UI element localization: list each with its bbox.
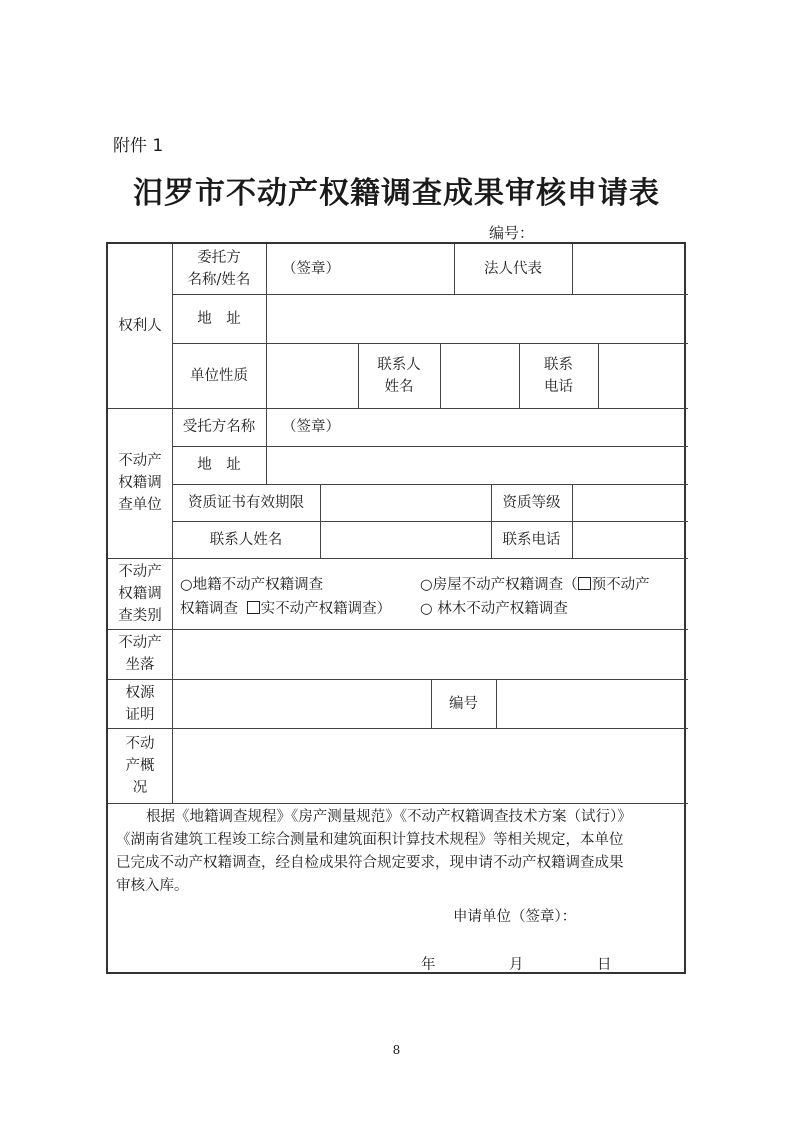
entrust-label-line1: 委托方 — [197, 250, 241, 266]
unit-contact-name-field[interactable] — [321, 522, 490, 557]
survey-unit-address-label: 地 址 — [197, 457, 241, 473]
survey-unit-section-label — [108, 408, 172, 558]
declaration-line4: 审核入库。 — [116, 878, 189, 894]
qualification-label: 资质等级 — [502, 494, 561, 511]
location-line1: 不动产 — [118, 635, 162, 651]
overview-field[interactable] — [173, 729, 687, 802]
survey-unit-line2: 权籍调 — [118, 475, 162, 491]
grid-line — [108, 558, 688, 559]
unit-type-field[interactable] — [267, 344, 357, 407]
entrust-sign-field[interactable]: （签章） — [282, 261, 340, 277]
overview-line3: 况 — [132, 779, 148, 796]
survey-type-line1: 不动产 — [118, 563, 162, 580]
qualification-field[interactable] — [573, 485, 687, 520]
survey-type-line2: 权籍调 — [118, 585, 162, 602]
option-house-text: ○房屋不动产权籍调查（ — [420, 577, 578, 593]
overview-line2: 产概 — [125, 757, 155, 774]
entrust-label-line2: 名称/姓名 — [187, 272, 251, 288]
owner-address-label: 地 址 — [197, 310, 241, 327]
title-cert-label — [108, 679, 172, 728]
cert-number-field[interactable] — [497, 680, 687, 727]
owner-contact-phone-label — [519, 343, 598, 408]
option-pre-cont-text: 权籍调查 — [180, 601, 238, 617]
declaration-line2: 《湖南省建筑工程竣工综合测量和建筑面积计算技术规程》等相关规定，本单位 — [116, 832, 624, 848]
owner-address-field[interactable] — [267, 295, 687, 342]
overview-label — [108, 728, 172, 803]
legal-rep-field[interactable] — [573, 245, 687, 293]
option-land-survey[interactable]: ○地籍不动产权籍调查 — [180, 577, 324, 593]
title-cert-line1: 权源 — [125, 684, 155, 701]
option-house-survey[interactable] — [420, 574, 650, 596]
contact-phone-line2: 电话 — [544, 378, 573, 395]
date-day-label: 日 — [597, 957, 612, 973]
declaration-line1: 根据《地籍调查规程》《房产测量规范》《不动产权籍调查技术方案（试行）》 — [146, 809, 632, 825]
survey-type-line3: 查类别 — [118, 607, 162, 624]
title-cert-line2: 证明 — [125, 706, 155, 723]
applicant-signature-label: 申请单位（签章）： — [453, 909, 577, 925]
option-pre-text: 预不动产 — [591, 577, 650, 593]
unit-contact-name-label: 联系人姓名 — [209, 531, 283, 548]
grid-line — [266, 244, 267, 294]
contact-name-line2: 姓名 — [384, 378, 414, 395]
survey-unit-line1: 不动产 — [118, 453, 162, 469]
application-form-table — [106, 242, 686, 974]
survey-unit-address-field[interactable] — [267, 447, 687, 483]
page-number: 8 — [392, 1043, 401, 1057]
cert-number-label: 编号 — [449, 695, 478, 712]
option-actual-text: 实不动产权籍调查） — [260, 601, 392, 617]
title-cert-field[interactable] — [173, 680, 430, 727]
owner-contact-phone-field[interactable] — [599, 344, 687, 407]
form-title: 汨罗市不动产权籍调查成果审核申请表 — [133, 176, 660, 211]
unit-type-label: 单位性质 — [190, 367, 248, 384]
cert-validity-field[interactable] — [321, 485, 490, 520]
trustee-name-label: 受托方名称 — [182, 419, 256, 435]
owner-contact-name-field[interactable] — [441, 344, 518, 407]
serial-number-label: 编号： — [489, 224, 535, 242]
survey-unit-line3: 查单位 — [118, 497, 162, 513]
date-year-label: 年 — [421, 957, 436, 973]
trustee-sign-field[interactable]: （签章） — [282, 419, 340, 435]
legal-rep-label: 法人代表 — [484, 261, 542, 277]
option-forest-survey[interactable]: ○ 林木不动产权籍调查 — [420, 601, 568, 617]
owner-contact-name-label — [358, 343, 440, 408]
option-house-survey-cont[interactable] — [180, 598, 391, 620]
attachment-label: 附件 1 — [113, 136, 164, 156]
actual-checkbox[interactable] — [247, 601, 260, 614]
location-line2: 坐落 — [125, 657, 155, 673]
entrust-name-label — [172, 244, 266, 294]
grid-line — [108, 803, 688, 804]
unit-contact-phone-field[interactable] — [573, 522, 687, 557]
date-month-label: 月 — [509, 957, 524, 973]
declaration-line3: 已完成不动产权籍调查，经自检成果符合规定要求，现申请不动产权籍调查成果 — [116, 855, 624, 871]
contact-phone-line1: 联系 — [544, 356, 573, 373]
survey-type-label — [108, 558, 172, 629]
location-field[interactable] — [173, 630, 687, 678]
unit-contact-phone-label: 联系电话 — [502, 531, 561, 548]
overview-line1: 不动 — [125, 735, 155, 752]
cert-validity-label: 资质证书有效期限 — [188, 494, 304, 511]
location-label — [108, 629, 172, 679]
owner-section-label: 权利人 — [118, 318, 162, 334]
pre-checkbox[interactable] — [578, 577, 591, 590]
contact-name-line1: 联系人 — [377, 356, 421, 373]
